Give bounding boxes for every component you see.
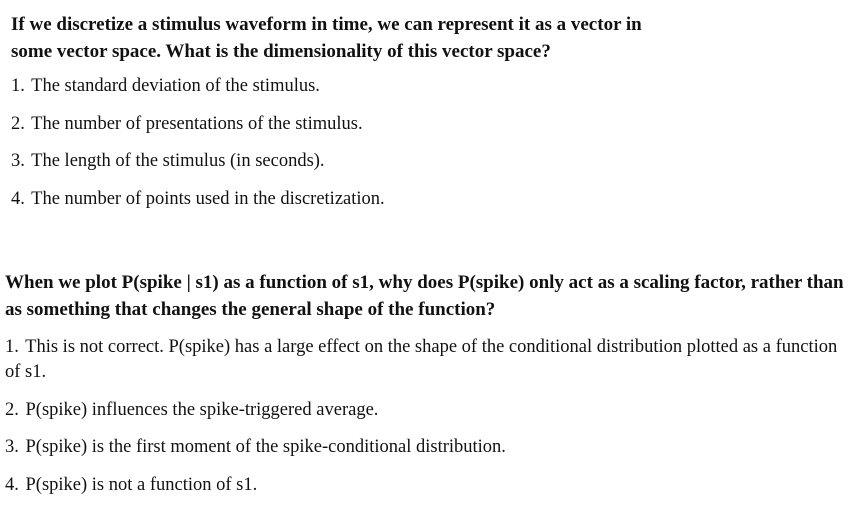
- question-text: If we discretize a stimulus waveform in time, we can represent it as a vector in some vector space. What is the dimensionality of this vector space?: [11, 14, 642, 62]
- question-block-2: [5, 269, 845, 510]
- option-text: The number of points used in the discretization.: [31, 188, 385, 209]
- option-text: The number of presentations of the stimulus.: [31, 113, 363, 134]
- option-text: The length of the stimulus (in seconds).: [31, 151, 325, 171]
- option-number: 4.: [5, 474, 19, 495]
- option-text: The standard deviation of the stimulus.: [31, 76, 320, 96]
- question-text: When we plot P(spike | s1) as a function of s1, why does P(spike) only act as a scaling factor, rather than as something that changes the general shape of the function?: [5, 272, 844, 320]
- option-2[interactable]: [5, 398, 845, 423]
- option-text: This is not correct. P(spike) has a large effect on the shape of the conditional distribution plotted as a function of s1.: [5, 337, 838, 382]
- option-number: 2.: [5, 399, 19, 420]
- option-4[interactable]: [11, 187, 651, 212]
- option-3[interactable]: [5, 435, 845, 460]
- option-number: 1.: [5, 337, 19, 357]
- option-1[interactable]: [11, 74, 651, 99]
- option-3[interactable]: [11, 149, 651, 174]
- option-1[interactable]: [5, 335, 845, 385]
- option-number: 4.: [11, 188, 25, 209]
- option-text: P(spike) is not a function of s1.: [25, 474, 258, 495]
- options-list: [11, 74, 651, 212]
- option-number: 3.: [11, 151, 25, 171]
- option-4[interactable]: [5, 473, 845, 498]
- option-number: 3.: [5, 437, 19, 457]
- option-number: 1.: [11, 76, 25, 96]
- option-2[interactable]: [11, 112, 651, 137]
- question-block-1: [11, 11, 651, 224]
- option-number: 2.: [11, 113, 25, 134]
- options-list: [5, 335, 845, 498]
- option-text: P(spike) influences the spike-triggered average.: [25, 399, 379, 420]
- option-text: P(spike) is the first moment of the spike-conditional distribution.: [25, 437, 506, 457]
